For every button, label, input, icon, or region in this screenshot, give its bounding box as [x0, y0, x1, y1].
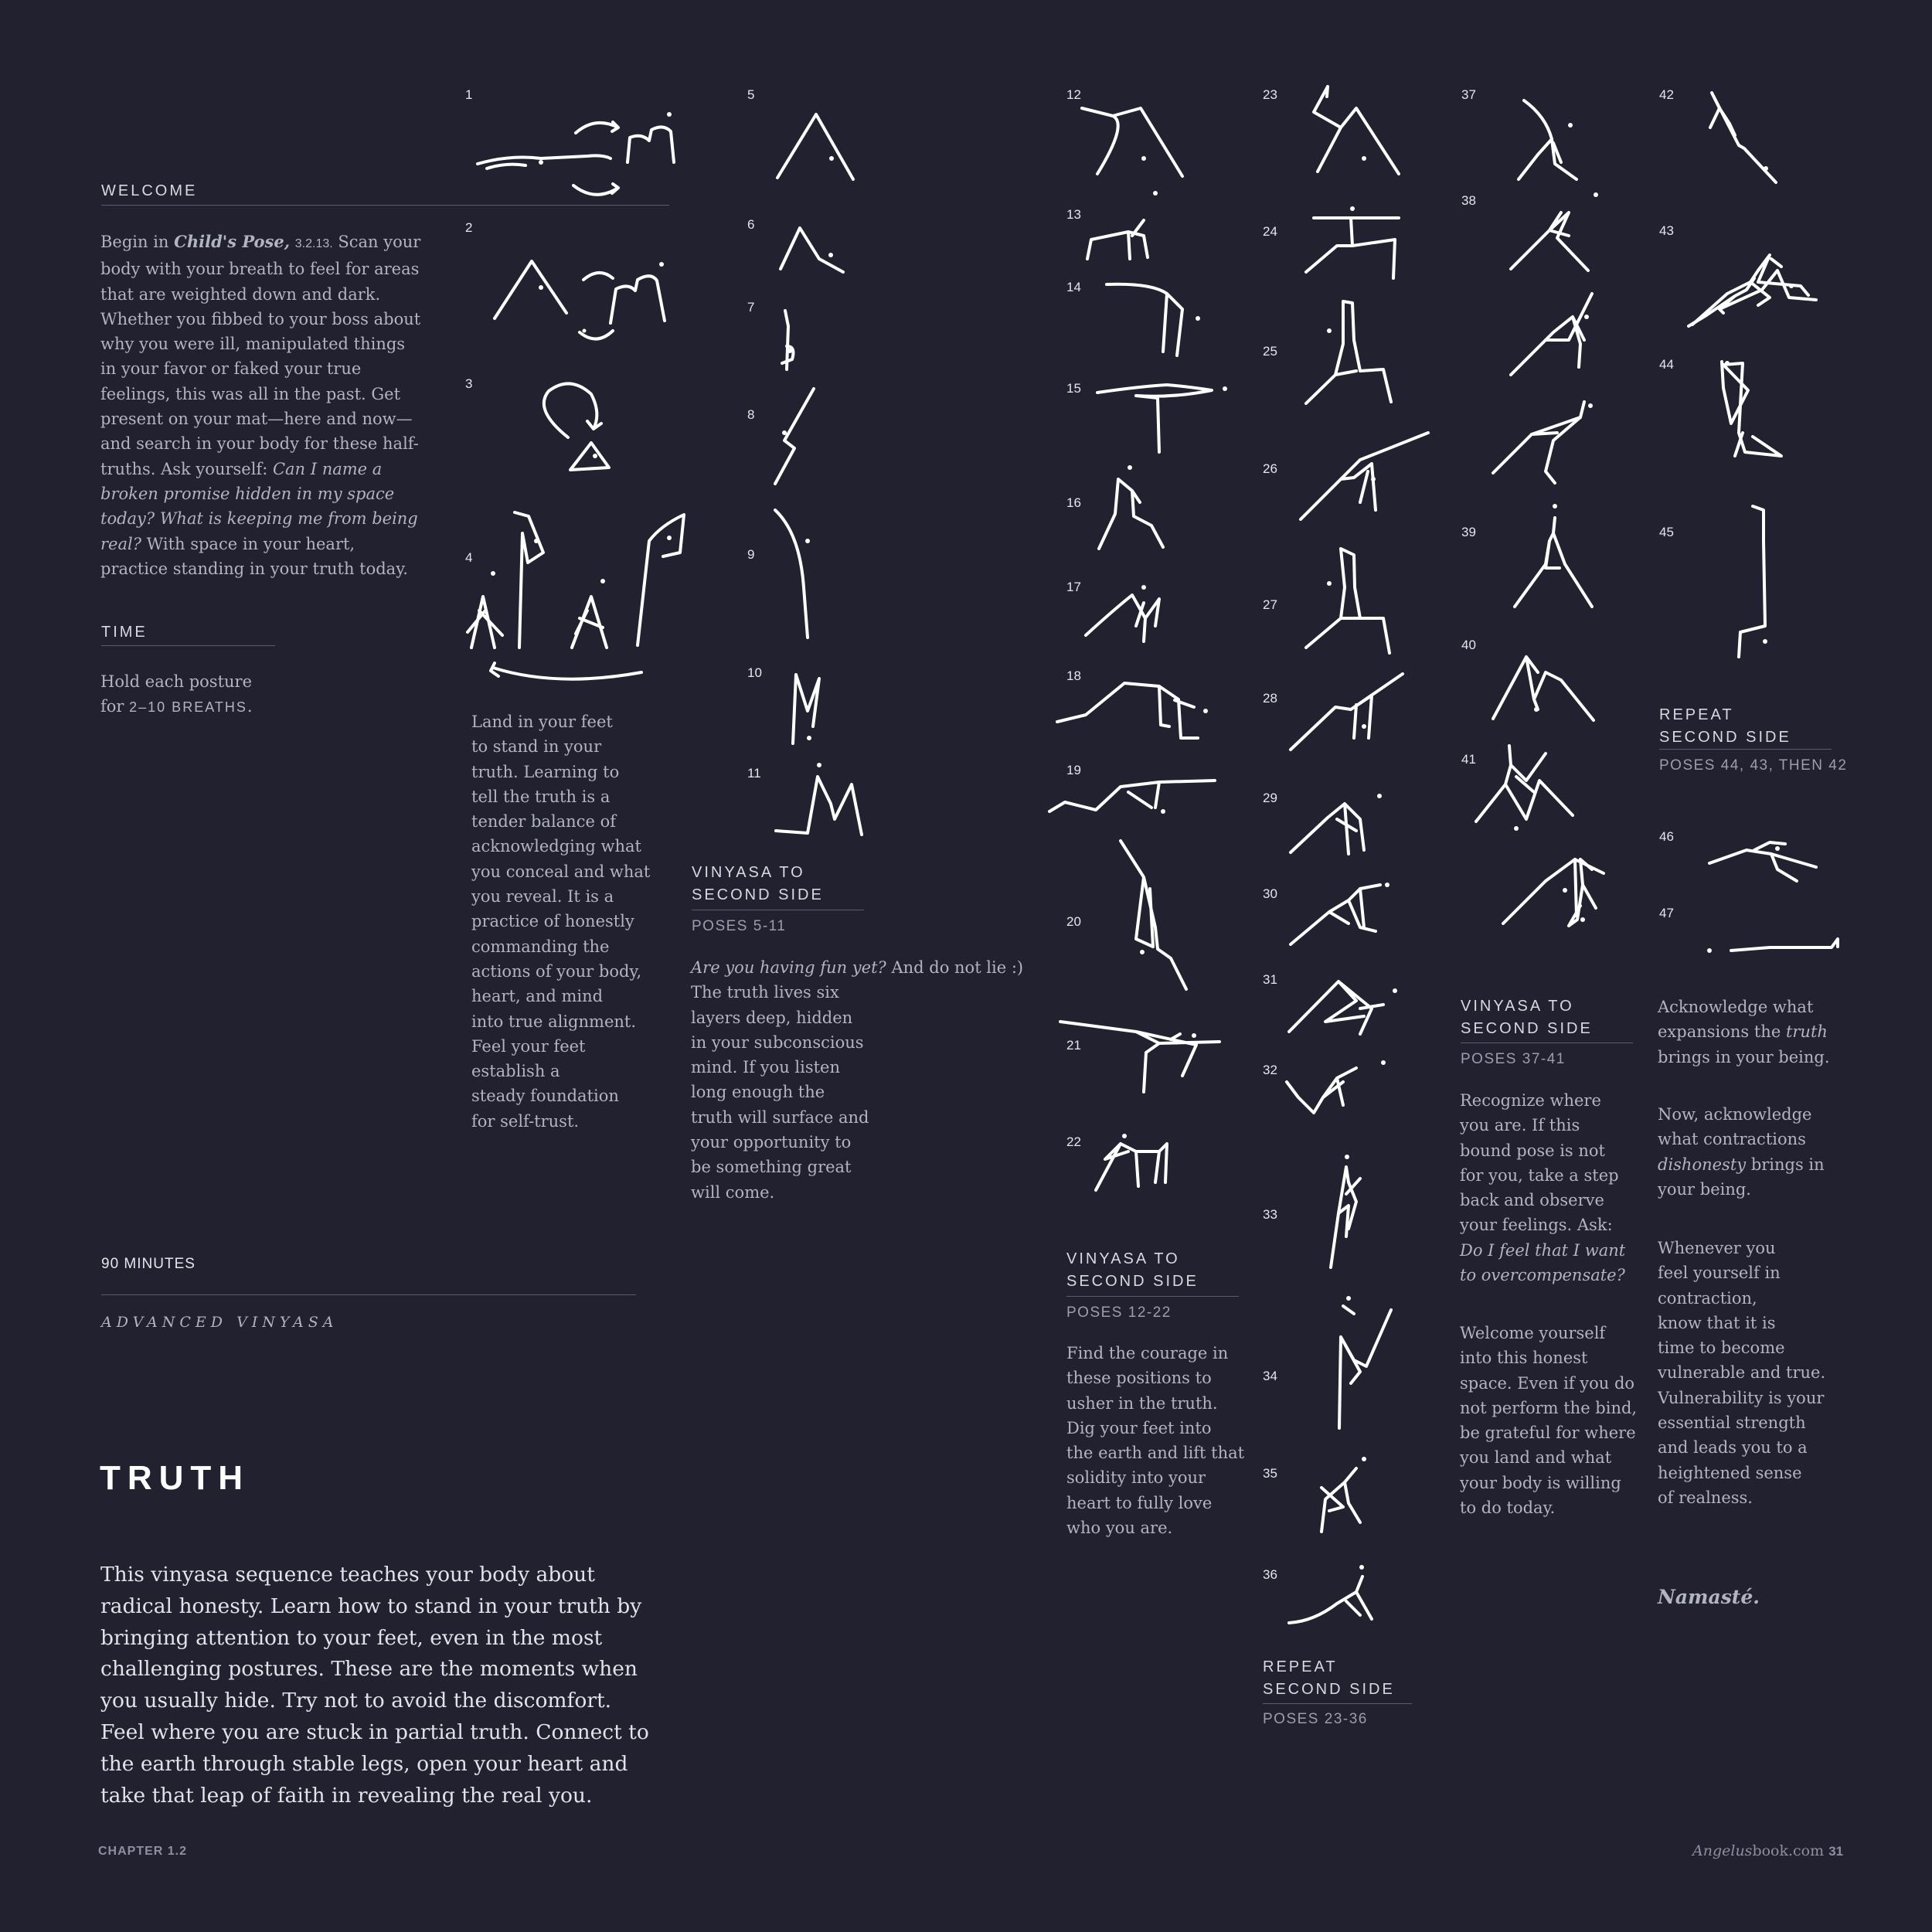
pose-figure-6 — [781, 228, 843, 272]
site-domain: book.com — [1752, 1842, 1825, 1859]
pose-figure-43 — [1476, 746, 1573, 831]
closing-p1-em: truth — [1785, 1022, 1828, 1042]
pose-figure-23 — [1314, 87, 1399, 174]
section-d-heading: VINYASA TO SECOND SIDE — [1461, 998, 1593, 1037]
childs-pose-name: Child's Pose, — [174, 232, 291, 251]
section-b-poses: POSES 12-22 — [1066, 1304, 1172, 1321]
section-b-rule — [1066, 1296, 1239, 1297]
pose-number: 24 — [1263, 224, 1277, 239]
section-c-heading: REPEAT SECOND SIDE — [1263, 1658, 1395, 1698]
closing-p1-a: Acknowledge what expansions the — [1658, 998, 1814, 1042]
pose-number: 29 — [1263, 791, 1277, 805]
section-e-rule — [1659, 749, 1832, 750]
pose-figure-32 — [1287, 1060, 1386, 1113]
pose-number: 25 — [1263, 344, 1277, 359]
closing-p2 — [1658, 1102, 1825, 1202]
pose-figure-27 — [1306, 549, 1389, 653]
pose-number: 33 — [1263, 1207, 1277, 1222]
section-d-poses: POSES 37-41 — [1461, 1051, 1566, 1067]
pose-figure-7 — [782, 311, 793, 369]
pose-number: 47 — [1659, 906, 1674, 920]
pose-figure-22 — [1096, 1134, 1167, 1190]
section-d-body-1: Recognize where you are. If this bound pose is not for you, take a step back and observe your feelings. Ask: — [1460, 1091, 1619, 1235]
section-a-body: And do not lie :) The truth lives six layers deep, hidden in your subconscious mind. If you listen long enough the truth will surface and your opportunity to be something great will come. — [691, 958, 1024, 1202]
pose-number: 39 — [1461, 525, 1476, 539]
pose-figure-20 — [1121, 841, 1186, 989]
welcome-text-2: Scan your body with your breath to feel for areas that are weighted down and dark. Whether you fibbed to your boss about why you were ill, manipulated things in your favor or faked your true feelings, this was all in the past. Get present on your mat—here and now—and search in your body for these half-truths. Ask yourself: — [100, 233, 421, 478]
pose-number: 40 — [1461, 638, 1476, 652]
pose-figure-14 — [1107, 284, 1200, 355]
pose-number: 5 — [747, 87, 755, 102]
pose-number: 12 — [1066, 87, 1081, 102]
breaths-count: 2–10 BREATHS — [129, 699, 247, 716]
pose-number: 35 — [1263, 1466, 1277, 1481]
pose-figure-37 — [1519, 100, 1577, 179]
pose-figure-36 — [1289, 1565, 1372, 1623]
chapter-label: CHAPTER 1.2 — [98, 1845, 188, 1858]
pose-number: 8 — [747, 407, 755, 422]
closing-p2-em: dishonesty — [1658, 1155, 1747, 1174]
pose-number: 27 — [1263, 597, 1277, 612]
pose-number: 23 — [1263, 87, 1277, 102]
section-a-poses: POSES 5-11 — [692, 918, 787, 934]
pose-figure-2 — [495, 261, 665, 339]
pose-figure-34 — [1339, 1296, 1391, 1428]
pose-figure-42 — [1493, 657, 1594, 720]
pose-figure-39 — [1511, 294, 1592, 375]
pose-figure-15 — [1097, 385, 1227, 452]
pose-figure-45 — [1569, 859, 1596, 926]
welcome-text-3: With space in your heart, practice standing in your truth today. — [100, 534, 408, 578]
pose-figure-29 — [1291, 794, 1382, 854]
pose-figure-16 — [1099, 465, 1163, 549]
pose-number: 3 — [465, 376, 473, 391]
welcome-question: Can I name a broken promise hidden in my space today? What is keeping me from being real? — [100, 459, 418, 553]
pose-number: 15 — [1066, 381, 1081, 396]
pose-number: 17 — [1066, 580, 1081, 594]
pose-number: 46 — [1659, 829, 1674, 844]
duration-label: 90 MINUTES — [101, 1256, 196, 1272]
pose-number: 7 — [747, 300, 755, 315]
pose-number: 19 — [1066, 763, 1081, 777]
pose-figure-51 — [1709, 842, 1816, 881]
pose-figure-47 — [1710, 93, 1776, 182]
pose-figure-9 — [775, 510, 810, 638]
pose-figure-17 — [1086, 585, 1159, 641]
fun-question: Are you having fun yet? — [691, 958, 886, 977]
pose-number: 13 — [1066, 207, 1081, 222]
pose-figure-35 — [1321, 1457, 1366, 1532]
pose-figure-1 — [478, 112, 674, 195]
section-d-text-2: Welcome yourself into this honest space. Even if you do not perform the bind, be grateful for where you land and what your body is willing to do today. — [1460, 1324, 1638, 1518]
site-brand: Angelus — [1692, 1842, 1753, 1859]
pose-number: 36 — [1263, 1567, 1277, 1582]
pose-number: 42 — [1659, 87, 1674, 102]
pose-figure-33 — [1331, 1155, 1360, 1267]
pose-figure-3 — [544, 383, 609, 470]
section-a-heading: VINYASA TO SECOND SIDE — [692, 864, 824, 903]
pose-reference: 3.2.13. — [294, 237, 333, 250]
pose-number: 14 — [1066, 280, 1081, 294]
intro-text: This vinyasa sequence teaches your body about radical honesty. Learn how to stand in your truth by bringing attention to your feet, even in the most challenging postures. These are the moments when you usually hide. Try not to avoid the discomfort. Feel where you are stuck in partial truth. Connect to the earth through stable legs, open your heart and take that leap of faith in revealing the real you. — [100, 1563, 649, 1808]
pose-number: 32 — [1263, 1063, 1277, 1077]
section-e-heading: REPEAT SECOND SIDE — [1659, 706, 1791, 746]
pose-figure-5 — [777, 114, 853, 179]
pose-number: 44 — [1659, 357, 1674, 372]
pose-number: 16 — [1066, 495, 1081, 510]
closing-p1 — [1658, 995, 1830, 1070]
feet-text: Land in your feet to stand in your truth. Learning to tell the truth is a tender balance of acknowledging what you conceal and what you reveal. It is a practice of honestly commanding the actions of your body, heart, and mind into true alignment. Feel your feet establish a steady foundation for self-trust. — [471, 713, 651, 1131]
pose-figure-38 — [1511, 192, 1598, 270]
section-a-text — [691, 955, 1023, 1205]
pose-number: 34 — [1263, 1369, 1277, 1383]
overcompensate-question: Do I feel that I want to overcompensate? — [1460, 1240, 1626, 1285]
pose-number: 31 — [1263, 972, 1277, 987]
pose-figure-24 — [1306, 206, 1399, 278]
closing-p1-b: brings in your being. — [1658, 1047, 1830, 1066]
pose-figure-28 — [1291, 674, 1403, 750]
closing-p2-a: Now, acknowledge what contractions — [1658, 1105, 1812, 1149]
welcome-text-1: Begin in — [100, 233, 175, 251]
pose-figure-26 — [1301, 433, 1428, 519]
pose-figure-41 — [1515, 504, 1592, 607]
pose-number: 43 — [1659, 223, 1674, 238]
pose-number: 45 — [1659, 525, 1674, 539]
pose-number: 28 — [1263, 691, 1277, 706]
time-heading: TIME — [101, 624, 148, 641]
pose-figure-8 — [775, 389, 814, 484]
page-number: 31 — [1828, 1844, 1844, 1859]
time-period: . — [247, 697, 253, 716]
signoff: Namasté. — [1658, 1586, 1760, 1608]
welcome-heading: WELCOME — [101, 182, 198, 199]
pose-number: 18 — [1066, 668, 1081, 683]
pose-number: 26 — [1263, 461, 1277, 476]
section-e-poses: POSES 44, 43, THEN 42 — [1659, 757, 1848, 774]
pose-number: 2 — [465, 220, 473, 235]
pose-figure-4 — [468, 512, 684, 679]
pose-figure-21 — [1060, 1022, 1219, 1092]
pose-figure-13 — [1087, 191, 1158, 259]
pose-figure-49 — [1722, 361, 1781, 456]
closing-p2-b: brings in your being. — [1658, 1155, 1825, 1199]
pose-number: 9 — [747, 547, 755, 562]
section-c-rule — [1263, 1703, 1412, 1704]
level-label: ADVANCED VINYASA — [101, 1314, 338, 1331]
pose-figure-44 — [1503, 859, 1604, 923]
pose-number: 10 — [747, 665, 762, 680]
pose-number: 11 — [747, 766, 761, 781]
pose-number: 21 — [1066, 1038, 1081, 1053]
section-c-poses: POSES 23-36 — [1263, 1711, 1368, 1727]
pose-figure-30 — [1291, 883, 1389, 944]
pose-number: 41 — [1461, 752, 1476, 767]
pose-figure-10 — [793, 675, 819, 743]
section-b-heading: VINYASA TO SECOND SIDE — [1066, 1250, 1199, 1290]
section-d-text — [1460, 1088, 1625, 1287]
time-text-main: Hold each posture for — [100, 672, 252, 716]
pose-number: 1 — [465, 87, 473, 102]
pose-figure-18 — [1057, 683, 1208, 738]
pose-figure-25 — [1306, 301, 1391, 403]
page-title: TRUTH — [100, 1459, 250, 1497]
pose-number: 6 — [747, 217, 755, 232]
pose-number: 22 — [1066, 1134, 1081, 1149]
pose-number: 30 — [1263, 886, 1277, 901]
pose-number: 20 — [1066, 914, 1081, 929]
pose-figure-11 — [776, 763, 862, 835]
pose-figure-40 — [1493, 402, 1593, 483]
pose-figure-52 — [1707, 939, 1838, 953]
pose-figure-50 — [1739, 506, 1767, 657]
pose-number: 37 — [1461, 87, 1476, 102]
pose-number: 38 — [1461, 193, 1476, 208]
closing-p3: Whenever you feel yourself in contraction, know that it is time to become vulnerable and true. Vulnerability is your essential strength and leads you to a heightened sense of realness. — [1658, 1239, 1826, 1507]
pose-figure-12 — [1082, 108, 1182, 176]
section-b-text: Find the courage in these positions to usher in the truth. Dig your feet into the earth and lift that solidity into your heart to fully love who you are. — [1066, 1344, 1245, 1538]
pose-number: 4 — [465, 550, 473, 565]
pose-figure-19 — [1049, 781, 1215, 814]
pose-figure-31 — [1289, 981, 1397, 1034]
